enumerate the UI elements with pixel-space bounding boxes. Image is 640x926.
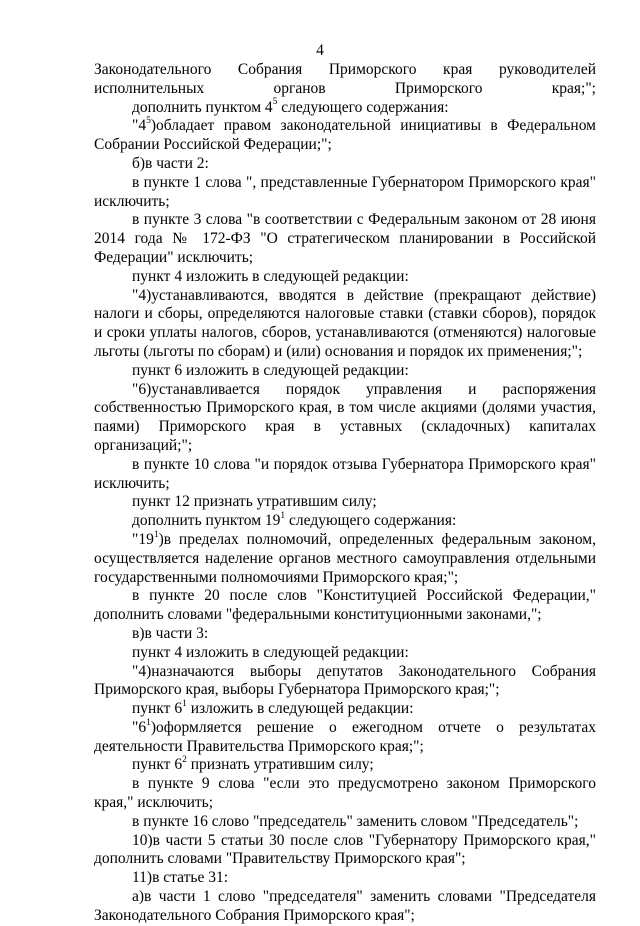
paragraph: "$19^1)в$ пределах полномочий, определенных федеральным законом, осуществляется наделение органов местного самоуправления отдельными государственными полномочиями Приморского края;"; xyxy=(94,529,596,586)
paragraph: "6)устанавливается порядок управления и распоряжения собственностью Приморского края, в том числе акциями (долями участия, паями) Приморского края в уставных (складочных) капиталах организаций;"; xyxy=(94,380,596,454)
paragraph: "$6^1)оформляется$ решение о ежегодном отчете о результатах деятельности Правительства Приморского края;"; xyxy=(94,717,596,755)
superscript-index: 5 xyxy=(272,97,278,108)
paragraph: пункт 12 признать утратившим силу; xyxy=(132,493,377,511)
superscript-index: 5 xyxy=(146,116,151,127)
paragraph: в пункте 16 слово "председатель" заменить словом "Председатель"; xyxy=(132,812,579,830)
paragraph: пункт 6 изложить в следующей редакции: xyxy=(132,361,409,379)
paragraph: б)в части 2: xyxy=(132,154,209,172)
superscript-index: 1 xyxy=(146,717,151,728)
paragraph: пункт $6^1$ изложить в следующей редакции: xyxy=(132,698,414,718)
paragraph: в пункте 1 слова ", представленные Губернатором Приморского края" исключить; xyxy=(94,173,596,210)
paragraph: дополнить пунктом $19^1$ следующего содержания: xyxy=(132,510,457,530)
superscript-index: 1 xyxy=(280,510,286,521)
paragraph: в пункте 10 слова "и порядок отзыва Губернатора Приморского края" исключить; xyxy=(94,455,596,492)
paragraph: дополнить пунктом $4^5$ следующего содержания: xyxy=(132,97,449,116)
paragraph: "4)устанавливаются, вводятся в действие (прекращают действие) налоги и сборы, определяются налоговые ставки (ставки сборов), порядок и сроки уплаты налогов, сборов, устанавливаются (отменяются) налоговые льготы (льготы по сборам) и (или) основания и порядок их применения;"; xyxy=(94,286,596,360)
page-number: 4 xyxy=(316,42,324,59)
paragraph: "4)назначаются выборы депутатов Законодательного Собрания Приморского края, выборы Губернатора Приморского края;"; xyxy=(94,662,596,699)
superscript-index: 2 xyxy=(182,755,187,766)
paragraph: пункт $6^2$ признать утратившим силу; xyxy=(132,755,374,774)
paragraph: пункт 4 изложить в следующей редакции: xyxy=(132,267,409,285)
paragraph: Законодательного Собрания Приморского края руководителей исполнительных органов Приморского края;"; xyxy=(94,61,596,97)
superscript-index: 1 xyxy=(182,698,187,709)
paragraph: в)в части 3: xyxy=(132,624,209,642)
paragraph: "$4^5)обладает$ правом законодательной инициативы в Федеральном Собрании Российской Федерации;"; xyxy=(94,116,596,154)
paragraph: а)в части 1 слово "председателя" заменить словами "Председателя Законодательного Собрания Приморского края"; xyxy=(94,888,596,924)
paragraph: 11)в статье 31: xyxy=(132,869,229,887)
paragraph: в пункте 9 слова "если это предусмотрено законом Приморского края," исключить; xyxy=(94,775,596,812)
paragraph: 10)в части 5 статьи 30 после слов "Губернатору Приморского края," дополнить словами "Правительству Приморского края"; xyxy=(94,831,596,868)
paragraph: в пункте 3 слова "в соответствии с Федеральным законом от 28 июня 2014 года № 172-ФЗ "О стратегическом планировании в Российской Федерации" исключить; xyxy=(94,211,596,266)
superscript-index: 1 xyxy=(153,529,159,540)
paragraph: в пункте 20 после слов "Конституцией Российской Федерации," дополнить словами "федеральными конституционными законами,"; xyxy=(94,587,596,624)
paragraph: пункт 4 изложить в следующей редакции: xyxy=(132,643,409,661)
document-body xyxy=(94,61,596,926)
